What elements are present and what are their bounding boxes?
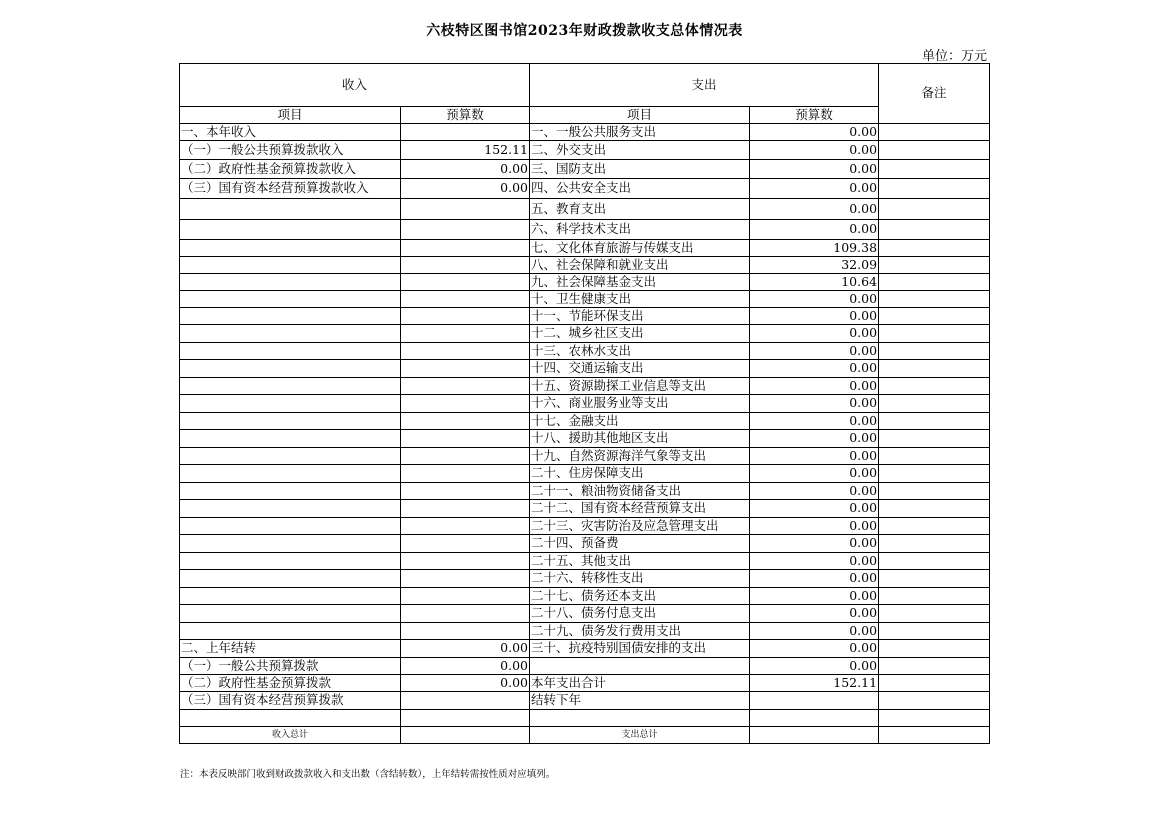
expense-budget-cell: 0.00 [750,570,879,588]
remark-cell [879,274,990,291]
remark-cell [879,588,990,605]
expense-item-cell: 五、教育支出 [530,199,750,220]
expense-budget-cell: 0.00 [750,623,879,640]
remark-cell [879,692,990,710]
expense-item-cell: 二十七、债务还本支出 [530,588,750,605]
expense-budget-cell: 0.00 [750,124,879,141]
table-row [180,658,990,675]
income-budget-cell: 0.00 [401,675,530,692]
income-item-cell [180,623,401,640]
remark-cell [879,570,990,588]
income-budget-cell [401,710,530,727]
income-item-cell [180,465,401,483]
income-budget-cell [401,570,530,588]
income-budget-cell: 0.00 [401,160,530,179]
expense-budget-cell: 0.00 [750,395,879,413]
expense-item-cell: 二十三、灾害防治及应急管理支出 [530,518,750,535]
expense-item-cell: 六、科学技术支出 [530,220,750,240]
income-item-cell [180,360,401,378]
remark-cell [879,160,990,179]
expense-budget-cell: 0.00 [750,199,879,220]
income-budget-cell [401,257,530,274]
remark-cell [879,240,990,257]
remark-cell [879,308,990,325]
expense-item-cell: 十七、金融支出 [530,413,750,430]
expense-item-cell: 十、卫生健康支出 [530,291,750,308]
table-row [180,199,990,220]
remark-cell [879,325,990,343]
table-row [180,570,990,588]
expense-item-cell: 八、社会保障和就业支出 [530,257,750,274]
income-budget-cell [401,240,530,257]
remark-cell [879,257,990,274]
table-row [180,605,990,623]
expense-budget-cell: 0.00 [750,325,879,343]
income-item-cell [180,710,401,727]
table-row [180,413,990,430]
table-row [180,343,990,360]
table-row [180,220,990,240]
expense-item-cell: 七、文化体育旅游与传媒支出 [530,240,750,257]
income-item-cell: 一、本年收入 [180,124,401,141]
income-item-cell: （二）政府性基金预算拨款收入 [180,160,401,179]
remark-cell [879,675,990,692]
expense-budget-cell [750,692,879,710]
remark-cell [879,413,990,430]
expense-item-cell: 十六、商业服务业等支出 [530,395,750,413]
expense-item-cell: 一、一般公共服务支出 [530,124,750,141]
income-budget-cell [401,692,530,710]
table-row [180,553,990,570]
income-total-label: 收入总计 [180,727,401,744]
income-budget-cell [401,274,530,291]
remark-cell [879,605,990,623]
table-row [180,623,990,640]
remark-cell [879,199,990,220]
income-budget-cell [401,500,530,518]
expense-budget-cell: 0.00 [750,640,879,658]
income-item-cell: （一）一般公共预算拨款收入 [180,141,401,160]
expense-item-cell: 十一、节能环保支出 [530,308,750,325]
income-budget-cell [401,308,530,325]
income-item-cell [180,240,401,257]
expense-budget-cell: 0.00 [750,588,879,605]
expense-item-cell [530,658,750,675]
expense-budget-header: 预算数 [750,107,879,124]
income-budget-cell [401,448,530,465]
expense-item-cell: 二十一、粮油物资储备支出 [530,483,750,500]
income-item-cell: （一）一般公共预算拨款 [180,658,401,675]
expense-budget-cell: 0.00 [750,220,879,240]
table-row [180,325,990,343]
income-item-cell [180,430,401,448]
income-budget-cell: 0.00 [401,658,530,675]
income-budget-cell [401,360,530,378]
table-row [180,692,990,710]
income-budget-cell [401,343,530,360]
table-row [180,518,990,535]
expense-budget-cell: 10.64 [750,274,879,291]
remark-cell [879,430,990,448]
income-item-cell [180,220,401,240]
income-item-cell [180,500,401,518]
income-budget-cell: 0.00 [401,640,530,658]
footnote: 注：本表反映部门收到财政拨款收入和支出数（含结转数），上年结转需按性质对应填列。 [180,769,556,780]
remark-cell [879,483,990,500]
expense-item-cell: 四、公共安全支出 [530,179,750,199]
income-budget-cell [401,395,530,413]
income-item-cell [180,570,401,588]
income-item-cell [180,343,401,360]
expense-item-cell: 二十九、债务发行费用支出 [530,623,750,640]
expense-item-cell [530,710,750,727]
income-header: 收入 [180,64,530,107]
remark-cell [879,518,990,535]
income-item-cell: （二）政府性基金预算拨款 [180,675,401,692]
table-row [180,448,990,465]
income-item-cell [180,605,401,623]
table-row [180,360,990,378]
unit-label: 单位：万元 [921,49,987,64]
table-row [180,535,990,553]
table-row [180,308,990,325]
income-budget-cell [401,430,530,448]
income-item-cell [180,588,401,605]
income-budget-cell: 0.00 [401,179,530,199]
income-budget-cell [401,518,530,535]
income-budget-cell [401,325,530,343]
remark-cell [879,360,990,378]
remark-cell [879,448,990,465]
expense-item-cell: 十五、资源勘探工业信息等支出 [530,378,750,395]
table-row [180,274,990,291]
table-row [180,500,990,518]
expense-item-cell: 二、外交支出 [530,141,750,160]
expense-item-cell: 结转下年 [530,692,750,710]
table-row [180,710,990,727]
income-budget-cell [401,413,530,430]
table-row [180,257,990,274]
table-row [180,179,990,199]
table-row [180,240,990,257]
income-budget-cell [401,291,530,308]
income-budget-cell [401,553,530,570]
remark-cell [879,640,990,658]
income-item-cell [180,308,401,325]
income-item-cell [180,413,401,430]
income-item-cell [180,535,401,553]
expense-budget-cell: 0.00 [750,413,879,430]
expense-item-cell: 九、社会保障基金支出 [530,274,750,291]
expense-item-cell: 二十八、债务付息支出 [530,605,750,623]
remark-cell [879,623,990,640]
income-budget-header: 预算数 [401,107,530,124]
remark-cell [879,553,990,570]
remark-cell [879,291,990,308]
expense-header: 支出 [530,64,879,107]
expense-budget-cell: 0.00 [750,179,879,199]
expense-budget-cell: 0.00 [750,483,879,500]
header-row-top [180,64,990,107]
income-total-value [401,727,530,744]
income-item-cell [180,325,401,343]
table-row [180,291,990,308]
page-title: 六枝特区图书馆2023年财政拨款收支总体情况表 [426,23,743,39]
income-budget-cell [401,199,530,220]
expense-budget-cell: 0.00 [750,605,879,623]
remark-cell [879,658,990,675]
expense-item-cell: 二十四、预备费 [530,535,750,553]
income-item-cell: （三）国有资本经营预算拨款 [180,692,401,710]
table-row [180,465,990,483]
remark-cell [879,535,990,553]
remark-cell [879,710,990,727]
table-row [180,124,990,141]
income-budget-cell [401,220,530,240]
expense-budget-cell: 32.09 [750,257,879,274]
income-item-cell [180,274,401,291]
expense-budget-cell: 109.38 [750,240,879,257]
expense-item-header: 项目 [530,107,750,124]
budget-table [179,63,990,744]
table-row [180,483,990,500]
expense-item-cell: 二十二、国有资本经营预算支出 [530,500,750,518]
expense-item-cell: 二十六、转移性支出 [530,570,750,588]
income-budget-cell [401,588,530,605]
remark-cell [879,465,990,483]
table-row [180,430,990,448]
income-budget-cell [401,124,530,141]
income-item-cell [180,291,401,308]
expense-item-cell: 十九、自然资源海洋气象等支出 [530,448,750,465]
remark-cell [879,727,990,744]
expense-budget-cell: 0.00 [750,308,879,325]
expense-budget-cell: 0.00 [750,141,879,160]
expense-budget-cell: 0.00 [750,535,879,553]
expense-item-cell: 二十、住房保障支出 [530,465,750,483]
expense-budget-cell: 0.00 [750,360,879,378]
income-item-cell: （三）国有资本经营预算拨款收入 [180,179,401,199]
income-item-header: 项目 [180,107,401,124]
income-item-cell: 二、上年结转 [180,640,401,658]
table-row [180,395,990,413]
expense-budget-cell: 0.00 [750,500,879,518]
income-budget-cell [401,605,530,623]
expense-budget-cell: 0.00 [750,343,879,360]
expense-budget-cell: 0.00 [750,378,879,395]
income-budget-cell: 152.11 [401,141,530,160]
income-budget-cell [401,535,530,553]
budget-table-body [180,64,990,744]
expense-item-cell: 十八、援助其他地区支出 [530,430,750,448]
income-item-cell [180,257,401,274]
expense-budget-cell: 0.00 [750,448,879,465]
expense-item-cell: 三、国防支出 [530,160,750,179]
table-row [180,640,990,658]
expense-budget-cell: 0.00 [750,518,879,535]
expense-item-cell: 三十、抗疫特别国债安排的支出 [530,640,750,658]
expense-budget-cell [750,710,879,727]
remark-cell [879,343,990,360]
header-row-sub [180,107,990,124]
remark-cell [879,124,990,141]
table-row [180,588,990,605]
remark-cell [879,141,990,160]
remark-cell [879,179,990,199]
income-item-cell [180,518,401,535]
income-budget-cell [401,378,530,395]
income-item-cell [180,378,401,395]
expense-budget-cell: 152.11 [750,675,879,692]
expense-budget-cell: 0.00 [750,160,879,179]
income-item-cell [180,199,401,220]
expense-budget-cell: 0.00 [750,465,879,483]
remark-cell [879,395,990,413]
income-budget-cell [401,623,530,640]
expense-total-value [750,727,879,744]
table-row [180,675,990,692]
remark-cell [879,500,990,518]
remark-cell [879,378,990,395]
expense-budget-cell: 0.00 [750,658,879,675]
expense-item-cell: 十四、交通运输支出 [530,360,750,378]
table-row [180,160,990,179]
expense-budget-cell: 0.00 [750,553,879,570]
expense-item-cell: 十二、城乡社区支出 [530,325,750,343]
expense-item-cell: 二十五、其他支出 [530,553,750,570]
remark-cell [879,220,990,240]
expense-item-cell: 本年支出合计 [530,675,750,692]
income-item-cell [180,448,401,465]
table-row [180,141,990,160]
expense-budget-cell: 0.00 [750,291,879,308]
income-item-cell [180,483,401,500]
remark-header: 备注 [879,64,990,124]
table-row [180,378,990,395]
expense-total-label: 支出总计 [530,727,750,744]
income-item-cell [180,553,401,570]
income-budget-cell [401,465,530,483]
income-budget-cell [401,483,530,500]
expense-item-cell: 十三、农林水支出 [530,343,750,360]
income-item-cell [180,395,401,413]
expense-budget-cell: 0.00 [750,430,879,448]
totals-row [180,727,990,744]
